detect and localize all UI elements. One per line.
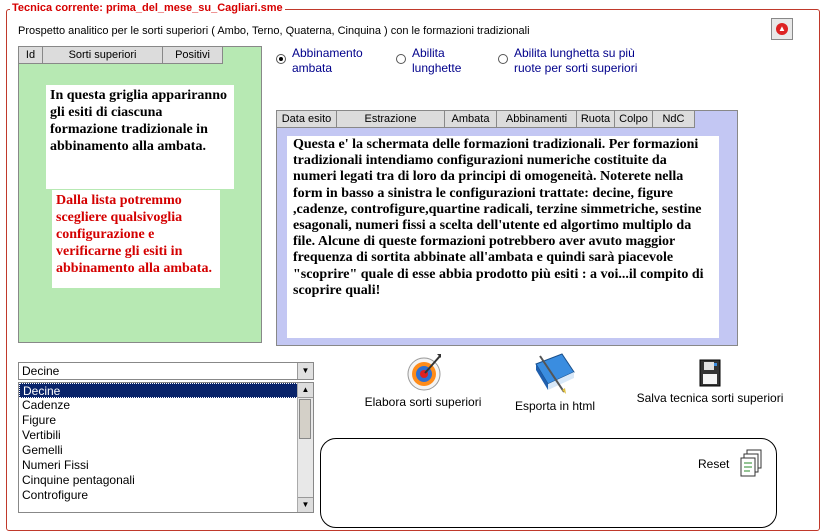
formation-listbox[interactable]: [18, 382, 314, 513]
radio-unchecked-icon: [396, 54, 406, 64]
formation-select[interactable]: [18, 362, 314, 380]
radio-unchecked-icon: [498, 54, 508, 64]
column-header-sorti[interactable]: Sorti superiori: [43, 47, 163, 63]
grid-note-red: Dalla lista potremmo scegliere qualsivoglia configurazione e verificarne gli esiti in abbinamento alla ambata.: [52, 190, 220, 288]
esporta-label: Esporta in html: [514, 399, 596, 413]
radio-abilita-lunghette[interactable]: [396, 46, 486, 76]
column-header-abbinamenti[interactable]: Abbinamenti: [497, 111, 577, 127]
grid-note-black: In questa griglia appariranno gli esiti di ciascuna formazione tradizionale in abbinamento alla ambata.: [46, 85, 234, 189]
column-header-data-esito[interactable]: Data esito: [277, 111, 337, 127]
results-grid-header: [19, 47, 223, 64]
chevron-down-icon[interactable]: ▼: [297, 363, 313, 379]
list-item[interactable]: Controfigure: [22, 488, 89, 502]
radio-label: Abilita lunghetta su più ruote per sorti superiori: [514, 46, 638, 75]
salva-button[interactable]: [630, 358, 790, 405]
details-grid-header: [277, 111, 695, 128]
scroll-up-icon[interactable]: ▲: [298, 383, 313, 398]
page-description: Prospetto analitico per le sorti superiori ( Ambo, Terno, Quaterna, Cinquina ) con le formazioni tradizionali: [18, 25, 530, 37]
formation-select-value: Decine: [22, 364, 60, 378]
target-icon: [404, 352, 442, 392]
scroll-thumb[interactable]: [299, 399, 311, 439]
salva-label: Salva tecnica sorti superiori: [636, 391, 784, 405]
list-item[interactable]: Cinquine pentagonali: [22, 473, 135, 487]
save-floppy-icon: [698, 358, 722, 388]
reset-button[interactable]: [740, 448, 764, 481]
export-book-icon: [532, 352, 578, 396]
list-item[interactable]: Cadenze: [22, 398, 71, 412]
reset-documents-icon: [740, 448, 764, 478]
close-icon: ▲: [776, 23, 788, 35]
column-header-estrazione[interactable]: Estrazione: [337, 111, 445, 127]
radio-lunghetta-piu-ruote[interactable]: [498, 46, 658, 76]
column-header-id[interactable]: Id: [19, 47, 43, 63]
bottom-panel: [320, 438, 777, 528]
column-header-ruota[interactable]: Ruota: [577, 111, 615, 127]
elabora-label: Elabora sorti superiori: [364, 395, 482, 409]
scroll-down-icon[interactable]: ▼: [298, 497, 313, 512]
column-header-ambata[interactable]: Ambata: [445, 111, 497, 127]
column-header-positivi[interactable]: Positivi: [163, 47, 223, 63]
radio-label: Abilita lunghette: [412, 46, 462, 75]
page-title: Tecnica corrente: prima_del_mese_su_Cagliari.sme: [12, 2, 283, 14]
column-header-colpo[interactable]: Colpo: [615, 111, 653, 127]
reset-label[interactable]: Reset: [698, 457, 730, 471]
list-item[interactable]: Gemelli: [22, 443, 63, 457]
details-note: Questa e' la schermata delle formazioni tradizionali. Per formazioni tradizionali intendiamo configurazioni numeriche costituite da numeri legati tra di loro da principi di omogeneità. Noterete nella form in basso a sinistra le configurazioni trattate: decine, figure ,cadenze, controfigure,quartine radicali, terzine simmetriche, sestine esagonali, numeri fissi a scelta dell'utente ed algortimo multiplo da file. Alcune di queste formazioni potrebbero aver avuto maggior frequenza di sortita abbinate all'ambata e quindi sarà piacevole "scoprire" quale di esse abbia prodotto più esiti : a voi...il compito di scoprire quali!: [287, 136, 719, 338]
radio-abbinamento-ambata[interactable]: [276, 46, 386, 76]
listbox-scrollbar[interactable]: [297, 383, 313, 512]
close-button[interactable]: [771, 18, 793, 40]
column-header-ndc[interactable]: NdC: [653, 111, 695, 127]
list-item[interactable]: Vertibili: [22, 428, 61, 442]
list-item[interactable]: Numeri Fissi: [22, 458, 89, 472]
list-item[interactable]: Decine: [19, 383, 313, 398]
elabora-button[interactable]: [358, 352, 488, 409]
esporta-button[interactable]: [505, 352, 605, 413]
radio-label: Abbinamento ambata: [292, 46, 363, 75]
list-item[interactable]: Figure: [22, 413, 57, 427]
radio-checked-icon: [276, 54, 286, 64]
